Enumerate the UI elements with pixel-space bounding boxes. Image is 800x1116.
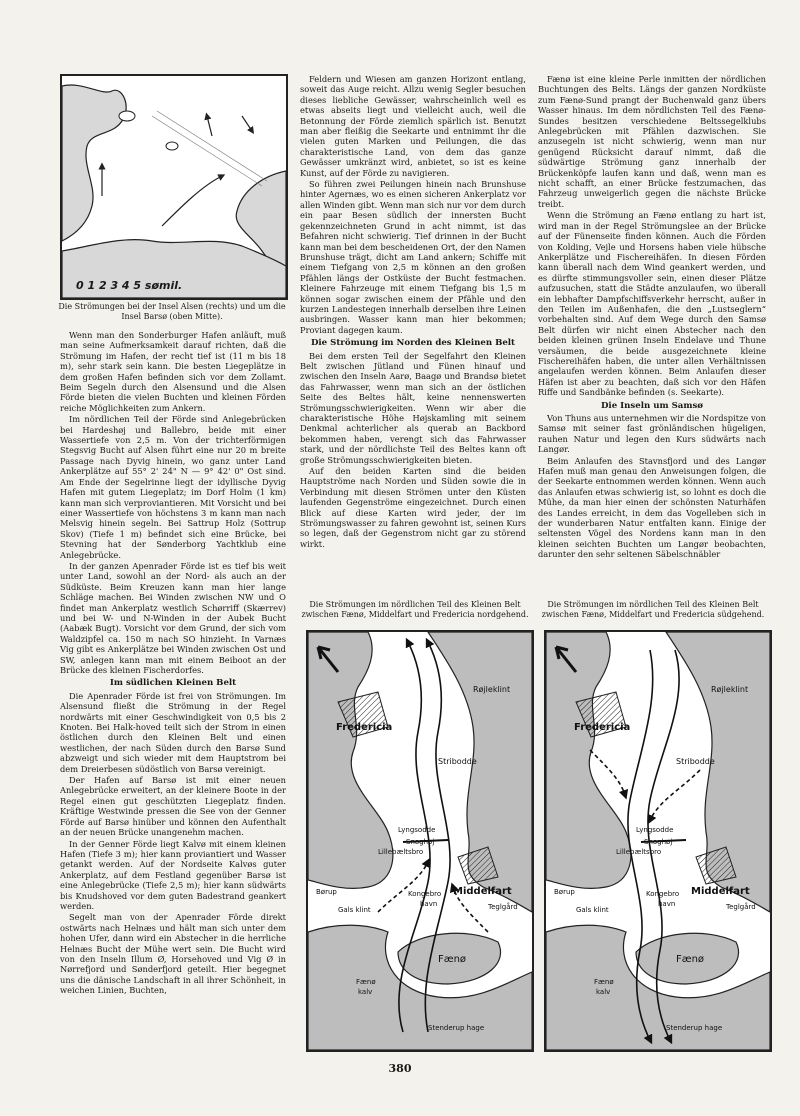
section-heading: Die Strömung im Norden des Kleinen Belt xyxy=(310,338,516,349)
map-label-snoghoj: Snoghøj xyxy=(406,838,435,846)
alsen-current-map xyxy=(60,74,288,300)
map-label-fredericia: Fredericia xyxy=(336,722,393,733)
map-label-kalv: kalv xyxy=(358,988,373,996)
map-label-borup: Børup xyxy=(554,888,575,896)
map-label-faeno: Fænø xyxy=(676,954,705,965)
paragraph: So führen zwei Peilungen hinein nach Brunshuse hinter Agernæs, wo es einen sicheren Ankerplatz vor allen Winden gibt. Wenn man sich nur vor dem durch ein paar Besen südlich der innersten Bucht gekennzeichneten Grund in acht nimmt, ist das Befahren nicht schwierig. Tief drinnen in der Bucht kann man bei dem bescheidenen Ort, der den Namen Brunshuse trägt, dicht am Land ankern; Schiffe mit einem Tiefgang von 2,5 m können an den großen Pfählen längs der Ostküste der Bucht festmachen. Kleinere Fahrzeuge mit einem Tiefgang bis 1,5 m können sogar zwischen einem der Pfähle und den kurzen Landestegen innerhalb derselben ihre Leinen ausbringen. Wasser kann man hier bekommen; Proviant dagegen kaum. xyxy=(300,179,526,335)
map-label-faeno-kalv: Fænø xyxy=(356,978,376,986)
paragraph: In der ganzen Apenrader Förde ist es tief bis weit unter Land, sowohl an der Nord- als auch an der Südküste. Beim Kreuzen kann man hier lange Schläge machen. Bei Winden zwischen NW und O findet man Ankerplatz westlich Schørriff (Skærrev) und bei W- und N-Winden in der Aubek Bucht (Aabæk Bugt). Vorsicht vor dem Grund, der sich vom Waldzipfel ca. 150 m nach SO hinzieht. In Varnæs Vig gibt es Ankerplätze bei Winden zwischen Ost und SW, anlegen kann man mit einem Beiboot an der Brücke des kleinen Fischerdorfes. xyxy=(60,560,286,675)
paragraph: Feldern und Wiesen am ganzen Horizont entlang, soweit das Auge reicht. Allzu wenig Segler besuchen dieses liebliche Gewässer, wahrscheinlich weil es etwas abseits liegt und vielleicht auch, weil die Betonnung der Förde ziemlich spärlich ist. Benutzt man aber fleißig die Seekarte und entnimmt ihr die vielen guten Marken und Peilungen, die das charakteristische Land, von dem das ganze Gewässer umkränzt wird, anbietet, so ist es keine Kunst, auf der Förde zu navigieren. xyxy=(300,74,526,178)
current-map-north xyxy=(306,630,534,1052)
map-label-kongebro: Kongebro xyxy=(408,890,442,898)
map-label-lyngsodde: Lyngsodde xyxy=(398,826,436,834)
map-label-lillebaeltsbro: Lillebæltsbro xyxy=(378,848,424,856)
paragraph: Bei dem ersten Teil der Segelfahrt den Kleinen Belt zwischen Jütland und Fünen hinauf und zwischen den Inseln Aarø, Baagø und Brandsø bietet das Fahrwasser, wenn man sich an der östlichen Seite des Beltes hält, keine nennenswerten Strömungsschwierigkeiten. Wenn wir aber die charakteristische Höhe Højskamling mit seinem Denkmal achterlicher als querab an Backbord bekommen haben, verengt sich das Fahrwasser stark, und der nördlichste Teil des Beltes kann oft große Strömungsschwierigkeiten bieten. xyxy=(300,350,526,465)
map-label-middelfart: Middelfart xyxy=(453,886,512,897)
paragraph: Beim Anlaufen des Stavnsfjord und des Langør Hafen muß man genau den Anweisungen folgen, die der Seekarte entnommen werden können. Wenn auch das Anlaufen etwas schwierig ist, so lohnt es doch die Mühe, da man hier einen der schönsten Naturhäfen des Landes erreicht, in dem das Vogelleben sich in der wunderbaren Natur entfalten kann. Einige der seltensten Vögel des Nordens kann man in den kleinen seichten Buchten um Langør beobachten, darunter den sehr seltenen Säbelschnäbler xyxy=(538,455,766,560)
paragraph: Fænø ist eine kleine Perle inmitten der nördlichen Buchtungen des Belts. Längs der ganzen Nordküste zum Fænø-Sund prangt der Buchenwald ganz übers Wasser hinaus. Im dem nördlichsten Teil des Fænø-Sundes besitzen verschiedene Beltssegelklubs Anlegebrücken mit Pfählen dazwischen. Sie anzusegeln ist nicht schwierig, wenn man nur genügend Rücksicht darauf nimmt, daß die südwärtige Strömung ganz innerhalb der Brückenköpfe laufen kann und daß, wenn man es nicht schafft, an einer Brücke festzumachen, das Fahrzeug unweigerlich gegen die nächste Brücke treibt. xyxy=(538,74,766,209)
column-2 xyxy=(300,74,526,550)
map-label-teglgard: Teglgård xyxy=(726,903,756,911)
map-label-snoghoj: Snoghøj xyxy=(644,838,673,846)
paragraph: Im nördlichen Teil der Förde sind Anlegebrücken bei Hardeshøj und Ballebro, beide mit einer Wassertiefe von 2,5 m. Von der trichterförmigen Stegsvig Bucht auf Alsen führt eine nur 20 m breite Passage nach Dyvig hinein, wo ganz unter Land Ankerplätze auf 55° 2' 24" N — 9° 42' 0" Ost sind. Am Ende der Segelrinne liegt der idyllische Dyvig Hafen mit gutem Liegeplatz; im Dorf Holm (1 km) kann man sich verproviantieren. Mit Vorsicht und bei einer Wassertiefe von höchstens 3 m kann man nach Melsvig hinein segeln. Bei Sattrup Holz (Sottrup Skov) (Tiefe 1 m) befindet sich eine Brücke, bei Stevning hat der Sønderborg Yachtklub eine Anlegebrücke. xyxy=(60,414,286,560)
paragraph: Wenn die Strömung an Fænø entlang zu hart ist, wird man in der Regel Strömungslee an der Brücke auf der Fünenseite finden können. Auch die Förden von Kolding, Vejle und Horsens haben viele hübsche Ankerplätze und Fischereihäfen. In diesen Förden kann überall nach dem Wind geankert werden, und es dürfte stimmungsvoller sein, einen dieser Plätze aufzusuchen, statt die Städte anzulaufen, wo überall ein lebhafter Dampfschiffsverkehr herrscht, außer in den Teilen im Außenhafen, die den „Lustseglern“ vorbehalten sind. Auf dem Wege durch den Samsø Belt dürfen wir nicht einen Abstecher nach den beiden kleinen grünen Inseln Endelave und Thune versäumen, die beide ausgezeichnete kleine Fischereihäfen haben, die unter allen Verhältnissen angelaufen werden können. Beim Anlaufen dieser Häfen ist aber zu beachten, daß sich vor den Häfen Riffe und Sandbänke befinden (s. Seekarte). xyxy=(538,210,766,398)
current-map-south xyxy=(544,630,772,1052)
map-label-havn: havn xyxy=(658,900,676,908)
map-label-lyngsodde: Lyngsodde xyxy=(636,826,674,834)
map-label-stribodde: Stribodde xyxy=(438,757,477,766)
map-label-stenderup: Stenderup hage xyxy=(428,1024,485,1032)
map-label-stribodde: Stribodde xyxy=(676,757,715,766)
map-label-kongebro: Kongebro xyxy=(646,890,680,898)
kleiner-belt-map xyxy=(546,632,770,1050)
paragraph: In der Genner Förde liegt Kalvø mit einem kleinen Hafen (Tiefe 3 m); hier kann proviantiert und Wasser getankt werden. Auf der Nordseite Kalvøs guter Ankerplatz, auf dem Festland gegenüber Barsø ist eine Anlegebrücke (Tiefe 2,5 m); hier kann südwärts bis Knudshoved vor dem guten Badestrand geankert werden. xyxy=(60,838,286,911)
paragraph: Wenn man den Sonderburger Hafen anläuft, muß man seine Aufmerksamkeit darauf richten, daß die Strömung im Hafen, der recht tief ist (11 m bis 18 m), sehr stark sein kann. Die besten Liegeplätze in dem großen Hafen befinden sich vor dem Zollamt. Beim Segeln durch den Alsensund und die Alsen Förde bieten die vielen Buchten und kleinen Förden reiche Möglichkeiten zum Ankern. xyxy=(60,330,286,413)
map-label-middelfart: Middelfart xyxy=(691,886,750,897)
current-arrow xyxy=(650,770,700,820)
map-label-lillebaeltsbro: Lillebæltsbro xyxy=(616,848,662,856)
map-label-havn: havn xyxy=(420,900,438,908)
map-label-rojleklint: Røjleklint xyxy=(473,685,511,694)
north-map-caption: Die Strömungen im nördlichen Teil des Kleinen Belt zwischen Fænø, Middelfart und Fredericia nordgehend. xyxy=(301,600,529,619)
kleiner-belt-map xyxy=(308,632,532,1050)
alsen-map-drawing xyxy=(62,76,286,298)
map-label-kalv: kalv xyxy=(596,988,611,996)
map-label-gals-klint: Gals klint xyxy=(576,906,609,914)
page-number: 380 xyxy=(388,1062,412,1075)
column-1 xyxy=(60,330,286,997)
paragraph: Segelt man von der Apenrader Förde direkt ostwärts nach Helnæs und hält man sich unter dem hohen Ufer, dann wird ein Abstecher in die herrliche Helnæs Bucht der Mühe wert sein. Die Bucht wird von den Inseln Illum Ø, Horsehoved und Vig Ø in Nørrefjord und Sønderfjord geteilt. Hier begegnet uns die dänische Landschaft in all ihrer Schönheit, in weichen Linien, Buchten, xyxy=(60,912,286,996)
column-3 xyxy=(538,74,766,561)
map-label-faeno-kalv: Fænø xyxy=(594,978,614,986)
section-heading: Die Inseln um Samsø xyxy=(600,400,704,411)
top-map-caption: Die Strömungen bei der Insel Alsen (rechts) und um die Insel Barsø (oben Mitte). xyxy=(58,302,286,321)
paragraph: Auf den beiden Karten sind die beiden Hauptströme nach Norden und Süden sowie die in Verbindung mit diesen Strömen unter den Küsten laufenden Gegenströme eingezeichnet. Durch einen Blick auf diese Karten wird jeder, der im Strömungswasser zu fahren gewohnt ist, seinen Kurs so legen, daß der Gegenstrom nicht gar zu störend wirkt. xyxy=(300,466,526,549)
map-label-teglgard: Teglgård xyxy=(488,903,518,911)
paragraph: Der Hafen auf Barsø ist mit einer neuen Anlegebrücke erweitert, an der kleinere Boote in der Regel einen gut geschützten Liegeplatz finden. Kräftige Westwinde pressen die See von der Genner Förde auf Barsø hinüber und können den Aufenthalt an der neuen Brücke unangenehm machen. xyxy=(60,775,286,838)
paragraph: Von Thuns aus unternehmen wir die Nordspitze von Samsø mit seiner fast grönländischen hügeligen, rauhen Natur und legen den Kurs südwärts nach Langør. xyxy=(538,413,767,455)
map-scale-label: 0 1 2 3 4 5 sømil. xyxy=(76,279,183,292)
map-label-gals-klint: Gals klint xyxy=(338,906,371,914)
map-label-fredericia: Fredericia xyxy=(574,722,631,733)
map-label-faeno: Fænø xyxy=(438,954,467,965)
section-heading: Im südlichen Kleinen Belt xyxy=(109,678,237,689)
map-label-borup: Børup xyxy=(316,888,337,896)
paragraph: Die Apenrader Förde ist frei von Strömungen. Im Alsensund fließt die Strömung in der Regel nordwärts mit einer Geschwindigkeit von 0,5 bis 2 Knoten. Bei Halk-hoved teilt sich der Strom in einen östlichen durch den Kleinen Belt und einen westlichen, der nach Süden durch den Barsø Sund abzweigt und sich wieder mit dem Hauptstrom bei dem Dreierbesen südöstlich von Barsø vereinigt. xyxy=(60,690,286,774)
map-label-rojleklint: Røjleklint xyxy=(711,685,749,694)
map-label-stenderup: Stenderup hage xyxy=(666,1024,723,1032)
south-map-caption: Die Strömungen im nördlichen Teil des Kleinen Belt zwischen Fænø, Middelfart und Fredericia südgehend. xyxy=(541,600,765,619)
